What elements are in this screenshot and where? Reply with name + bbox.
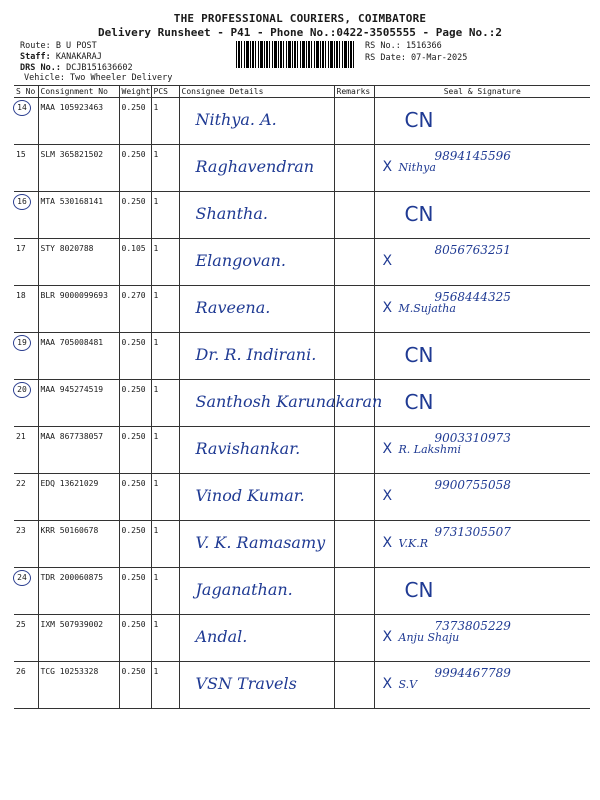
cell-pcs: 1 [151,333,179,380]
cell-sno [14,427,38,474]
rs-number: RS No.: 1516366 [365,41,442,51]
cell-consignment: SLM 365821502 [38,145,119,192]
table-header [14,86,590,98]
table-row [14,98,590,145]
cell-seal [374,427,590,474]
cell-seal [374,662,590,709]
cell-consignee [179,615,334,662]
consignee-name: V. K. Ramasamy [195,533,326,552]
staff-value: KANAKARAJ [55,52,102,62]
cell-weight: 0.250 [119,474,151,521]
sno-value: 15 [16,150,26,159]
consignee-name: Shantha. [195,204,268,223]
cell-remarks [334,615,374,662]
cell-consignment: MAA 105923463 [38,98,119,145]
cell-consignment: IXM 507939002 [38,615,119,662]
sno-circle: 20 [13,382,31,398]
cell-remarks [334,145,374,192]
sno-circle: 16 [13,194,31,210]
sno-value: 23 [16,526,26,535]
cell-pcs: 1 [151,615,179,662]
cell-remarks [334,192,374,239]
sno-value: 18 [16,291,26,300]
signature-name: Anju Shaju [398,631,460,644]
signature-name: S.V [398,678,418,691]
signature-name: R. Lakshmi [398,443,461,456]
cell-consignee [179,474,334,521]
consignee-name: Andal. [195,627,248,646]
cell-pcs: 1 [151,145,179,192]
cell-weight: 0.250 [119,192,151,239]
col-weight: Weight [119,86,151,98]
sno-value: 17 [16,244,26,253]
seal-mark: X [382,441,393,457]
table-row [14,145,590,192]
col-seal: Seal & Signature [374,86,590,98]
table-row [14,427,590,474]
cell-sno [14,192,38,239]
barcode [236,41,354,68]
cell-remarks [334,98,374,145]
cell-sno [14,145,38,192]
signature-phone: 9894145596 [434,149,511,163]
signature-name: V.K.R [398,537,429,550]
seal-mark: X [382,629,393,645]
cell-consignee [179,145,334,192]
cell-seal [374,192,590,239]
cell-sno [14,615,38,662]
route: Route: B U POST [20,41,97,51]
cell-consignment: BLR 9000099693 [38,286,119,333]
consignee-name: VSN Travels [195,674,297,693]
table-row [14,192,590,239]
cell-sno [14,474,38,521]
cell-weight: 0.250 [119,333,151,380]
cell-pcs: 1 [151,192,179,239]
cell-seal [374,380,590,427]
signature-phone: 7373805229 [434,619,511,633]
cell-pcs: 1 [151,286,179,333]
cell-seal [374,333,590,380]
table-row [14,333,590,380]
seal-mark: X [382,488,393,504]
cell-consignment: TDR 200060875 [38,568,119,615]
cell-remarks [334,427,374,474]
cell-sno [14,239,38,286]
cell-seal [374,239,590,286]
sno-value: 25 [16,620,26,629]
seal-mark: CN [404,390,434,414]
cell-remarks [334,474,374,521]
cell-consignment: MAA 867738057 [38,427,119,474]
table-row [14,662,590,709]
cell-weight: 0.250 [119,662,151,709]
drs-value: DCJB151636602 [66,63,133,73]
consignee-name: Elangovan. [195,251,286,270]
signature-phone: 8056763251 [434,243,511,257]
cell-sno [14,568,38,615]
cell-sno [14,521,38,568]
cell-seal [374,98,590,145]
col-consignee: Consignee Details [179,86,334,98]
cell-pcs: 1 [151,239,179,286]
cell-weight: 0.250 [119,98,151,145]
cell-seal [374,286,590,333]
sno-circle: 14 [13,100,31,116]
staff [20,52,102,63]
runsheet-title: Delivery Runsheet - P41 - Phone No.:0422-3505555 - Page No.:2 [98,26,502,39]
seal-mark: CN [404,202,434,226]
cell-consignee [179,239,334,286]
cell-consignee [179,98,334,145]
seal-mark: X [382,159,393,175]
table-row [14,568,590,615]
sno-value: 21 [16,432,26,441]
table-row [14,286,590,333]
cell-pcs: 1 [151,662,179,709]
consignee-name: Vinod Kumar. [195,486,305,505]
cell-pcs: 1 [151,521,179,568]
vehicle: Vehicle: Two Wheeler Delivery [24,73,173,83]
seal-mark: CN [404,343,434,367]
seal-mark: CN [404,108,434,132]
signature-phone: 9731305507 [434,525,511,539]
cell-consignee [179,192,334,239]
cell-consignee [179,427,334,474]
cell-consignment: EDQ 13621029 [38,474,119,521]
cell-weight: 0.270 [119,286,151,333]
table-row [14,615,590,662]
col-pcs: PCS [151,86,179,98]
table-row [14,521,590,568]
cell-consignee [179,662,334,709]
cell-consignee [179,568,334,615]
sno-circle: 24 [13,570,31,586]
cell-consignment: STY 8020788 [38,239,119,286]
col-consignment: Consignment No [38,86,119,98]
cell-sno [14,286,38,333]
company-name: THE PROFESSIONAL COURIERS, COIMBATORE [173,12,427,25]
consignee-name: Raveena. [195,298,271,317]
cell-seal [374,568,590,615]
signature-phone: 9003310973 [434,431,511,445]
seal-mark: CN [404,578,434,602]
cell-consignee [179,380,383,427]
runsheet-table [14,85,590,709]
sno-circle: 19 [13,335,31,351]
cell-sno [14,662,38,709]
cell-consignee [179,286,334,333]
cell-weight: 0.250 [119,145,151,192]
cell-weight: 0.250 [119,615,151,662]
cell-consignment: TCG 10253328 [38,662,119,709]
cell-pcs: 1 [151,380,179,427]
cell-seal [374,145,590,192]
col-sno: S No [14,86,38,98]
cell-pcs: 1 [151,474,179,521]
cell-pcs: 1 [151,98,179,145]
table-row [14,239,590,286]
cell-remarks [334,333,374,380]
consignee-name: Jaganathan. [195,580,293,599]
cell-remarks [334,662,374,709]
cell-consignment: MAA 945274519 [38,380,119,427]
cell-sno [14,333,38,380]
signature-phone: 9994467789 [434,666,511,680]
cell-remarks [334,286,374,333]
table-row [14,380,590,427]
seal-mark: X [382,535,393,551]
cell-sno [14,98,38,145]
sno-value: 26 [16,667,26,676]
cell-sno [14,380,38,427]
cell-seal [374,474,590,521]
cell-remarks [334,380,374,427]
consignee-name: Nithya. A. [195,110,277,129]
staff-label: Staff: [20,52,51,62]
cell-remarks [334,521,374,568]
signature-phone: 9900755058 [434,478,511,492]
cell-weight: 0.250 [119,521,151,568]
col-remarks: Remarks [334,86,374,98]
signature-phone: 9568444325 [434,290,511,304]
cell-weight: 0.250 [119,427,151,474]
consignee-name: Dr. R. Indirani. [195,345,317,364]
cell-weight: 0.105 [119,239,151,286]
cell-consignee [179,521,334,568]
cell-remarks [334,568,374,615]
rs-date: RS Date: 07-Mar-2025 [365,53,468,63]
consignee-name: Santhosh Karunakaran [195,392,383,411]
cell-consignment: MTA 530168141 [38,192,119,239]
seal-mark: X [382,676,393,692]
cell-seal [374,521,590,568]
table-row [14,474,590,521]
consignee-name: Ravishankar. [195,439,301,458]
cell-seal [374,615,590,662]
cell-pcs: 1 [151,427,179,474]
signature-name: Nithya [398,161,436,174]
cell-weight: 0.250 [119,380,151,427]
cell-consignment: KRR 50160678 [38,521,119,568]
drs-label: DRS No.: [20,63,61,73]
signature-name: M.Sujatha [398,302,456,315]
cell-pcs: 1 [151,568,179,615]
cell-consignee [179,333,334,380]
cell-consignment: MAA 705008481 [38,333,119,380]
consignee-name: Raghavendran [195,157,315,176]
sno-value: 22 [16,479,26,488]
seal-mark: X [382,300,393,316]
cell-remarks [334,239,374,286]
seal-mark: X [382,253,393,269]
cell-weight: 0.250 [119,568,151,615]
